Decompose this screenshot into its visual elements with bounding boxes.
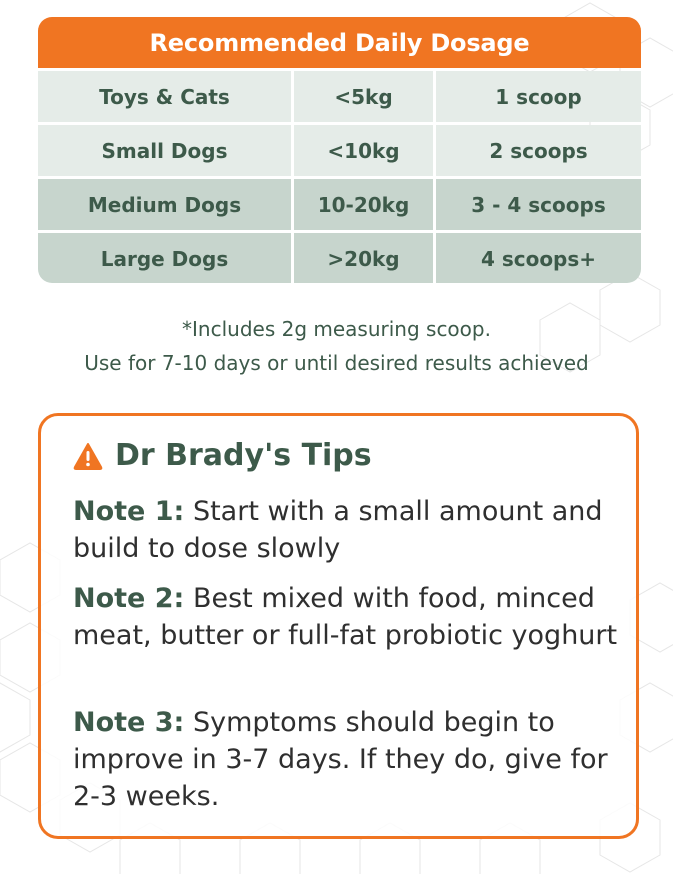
- weight-cell: 10-20kg: [294, 179, 433, 230]
- table-row: [38, 233, 641, 283]
- note-text: Symptoms should begin to improve in 3-7 days. If they do, give for 2-3 weeks.: [73, 707, 608, 812]
- footnote-duration: Use for 7-10 days or until desired results achieved: [84, 351, 589, 375]
- dosage-table: [38, 17, 641, 283]
- tips-title: Dr Brady's Tips: [115, 438, 372, 473]
- pet-type-cell: Toys & Cats: [38, 71, 291, 122]
- weight-cell: <5kg: [294, 71, 433, 122]
- tips-box: [38, 413, 639, 839]
- table-row: [38, 179, 641, 230]
- table-row: [38, 125, 641, 176]
- note-text: Best mixed with food, minced meat, butter or full-fat probiotic yoghurt: [73, 583, 618, 651]
- dosage-footnote: [0, 312, 673, 380]
- note-text: Start with a small amount and build to dose slowly: [73, 496, 603, 564]
- note-label: Note 2:: [73, 583, 185, 614]
- tip-note: [73, 580, 633, 654]
- weight-cell: >20kg: [294, 233, 433, 283]
- amount-cell: 4 scoops+: [436, 233, 641, 283]
- footnote-scoop: *Includes 2g measuring scoop.: [182, 317, 491, 341]
- note-label: Note 1:: [73, 496, 185, 527]
- tips-header: [73, 438, 372, 473]
- amount-cell: 3 - 4 scoops: [436, 179, 641, 230]
- weight-cell: <10kg: [294, 125, 433, 176]
- dosage-table-title: Recommended Daily Dosage: [38, 17, 641, 68]
- pet-type-cell: Large Dogs: [38, 233, 291, 283]
- table-row: [38, 71, 641, 122]
- amount-cell: 1 scoop: [436, 71, 641, 122]
- tip-note: [73, 704, 633, 815]
- tip-note: [73, 493, 633, 567]
- note-label: Note 3:: [73, 707, 185, 738]
- pet-type-cell: Medium Dogs: [38, 179, 291, 230]
- amount-cell: 2 scoops: [436, 125, 641, 176]
- pet-type-cell: Small Dogs: [38, 125, 291, 176]
- warning-icon: [73, 442, 103, 470]
